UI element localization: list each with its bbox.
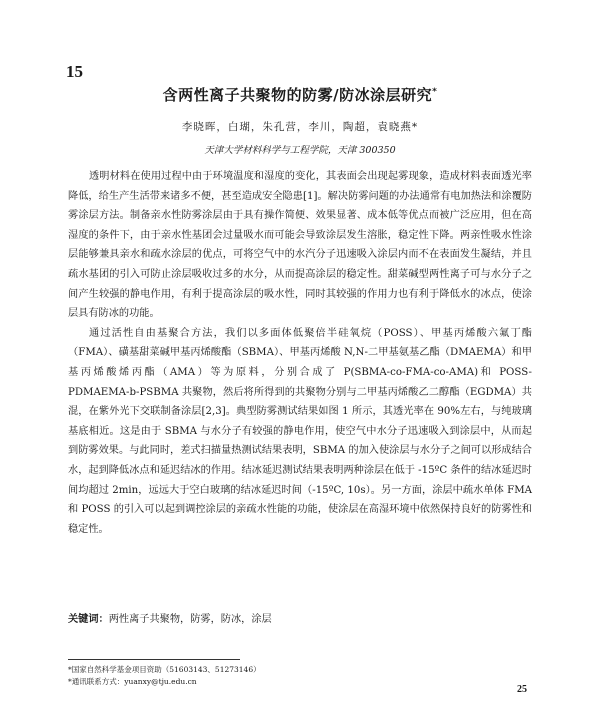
footer-page-number: 25 (517, 684, 527, 695)
abstract-body (68, 167, 532, 539)
title-footnote-mark: * (432, 87, 438, 97)
title-text: 含两性离子共聚物的防雾/防冰涂层研究 (162, 86, 433, 104)
author-list: 李晓晖，白瑚，朱孔营，李川，陶超，袁晓燕* (181, 121, 419, 133)
paper-title (0, 84, 600, 105)
page-number: 15 (66, 62, 83, 81)
keywords-line (68, 610, 532, 625)
footnote-contact: *通讯联系方式：yuanxy@tju.edu.cn (68, 677, 197, 686)
keywords-label: 关键词： (68, 614, 109, 625)
footnote-divider (68, 659, 240, 660)
paragraph-1: 透明材料在使用过程中由于环境温度和湿度的变化，其表面会出现起雾现象，造成材料表面透光率降低，给生产生活带来诸多不便，甚至造成安全隐患[1]。解决防雾问题的办法通常有电加热法和涂覆防雾涂层方法。制备亲水性防雾涂层由于具有操作简便、效果显著、成本低等优点而被广泛应用，但在高湿度的条件下，由于亲水性基团会过量吸水而可能会导致涂层发生溶胀，稳定性下降。两亲性吸水性涂层能够兼具亲水和疏水涂层的优点，可将空气中的水汽分子迅速吸入涂层内而不在表面发生凝结，并且疏水基团的引入可防止涂层吸收过多的水分，从而提高涂层的稳定性。甜菜碱型两性离子可与水分子之间产生较强的静电作用，有利于提高涂层的吸水性，同时其较强的作用力也有利于降低水的冰点，使涂层具有防冰的功能。 (68, 171, 532, 320)
affiliation: 天津大学材料科学与工程学院，天津 300350 (204, 145, 396, 156)
footnote-funding: *国家自然科学基金项目资助（51603143、51273146） (68, 665, 261, 674)
paragraph-2: 通过活性自由基聚合方法，我们以多面体低聚倍半硅氧烷（POSS）、甲基丙烯酸六氟丁酯（FMA）、磺基甜菜碱甲基丙烯酸酯（SBMA）、甲基丙烯酸 N,N-二甲基氨基乙酯（DMAEMA）和甲基丙烯酸烯丙酯（AMA）等为原料，分别合成了 P(SBMA-co-FMA-co-AMA)和 POSS-PDMAEMA-b-PSBMA 共聚物，然后将所得到的共聚物分别与二甲基丙烯酸乙二醇酯（EGDMA）共混，在紫外光下交联制备涂层[2,3]。典型防雾测试结果如图 1 所示，其透光率在 90%左右，与纯玻璃基底相近。这是由于 SBMA 与水分子有较强的静电作用，使空气中水分子迅速吸入到涂层中，从而起到防雾效果。与此同时，差式扫描量热测试结果表明，SBMA 的加入使涂层与水分子之间可以形成结合水，起到降低冰点和延迟结冰的作用。结冰延迟测试结果表明两种涂层在低于 -15ºC 条件的结冰延迟时间均超过 2min，远远大于空白玻璃的结冰延迟时间（-15ºC, 10s）。另一方面，涂层中疏水单体 FMA 和 POSS 的引入可以起到调控涂层的亲疏水性能的功能，使涂层在高湿环境中依然保持良好的防雾性和稳定性。 (68, 327, 532, 535)
keywords-text: 两性离子共聚物，防雾，防冰，涂层 (108, 614, 272, 625)
footnotes (68, 664, 261, 688)
